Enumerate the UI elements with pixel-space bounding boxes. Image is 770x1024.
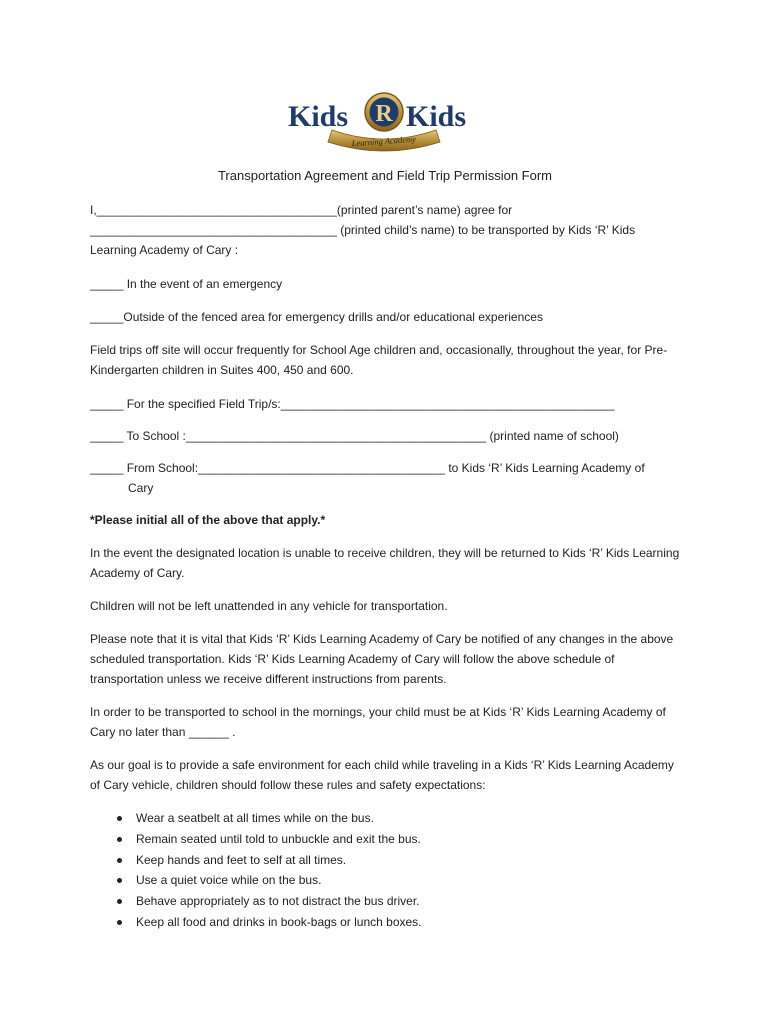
option-to-school: _____ To School :_____________________________________________ (printed name of school) — [90, 429, 619, 443]
option-from-school — [90, 458, 680, 498]
field-trips-paragraph: Field trips off site will occur frequently for School Age children and, occasionally, throughout the year, for Pre-Kindergarten children in Suites 400, 450 and 600. — [90, 343, 668, 377]
unable-to-receive-paragraph: In the event the designated location is unable to receive children, they will be returned to Kids ‘R’ Kids Learning Academy of Cary. — [90, 546, 680, 580]
rule-text: Wear a seatbelt at all times while on the bus. — [136, 811, 374, 825]
rules-list — [90, 808, 650, 933]
rule-text: Remain seated until told to unbuckle and exit the bus. — [136, 831, 421, 846]
logo-left-word: Kids — [288, 100, 349, 133]
logo-ribbon-text: Learning Academy — [351, 133, 417, 149]
unattended-paragraph: Children will not be left unattended in any vehicle for transportation. — [90, 599, 448, 613]
list-item — [90, 891, 650, 912]
form-title: Transportation Agreement and Field Trip Permission Form — [217, 168, 553, 183]
notify-changes-paragraph: Please note that it is vital that Kids ‘R’ Kids Learning Academy of Cary be notified of any changes in the above scheduled transportation. Kids ‘R’ Kids Learning Academy of Cary will follow the above schedule of transportation unless we receive different instructions from parents. — [90, 632, 674, 686]
rule-text: Keep all food and drinks in book-bags or lunch boxes. — [136, 914, 422, 929]
logo-badge-letter: R — [375, 101, 393, 127]
rule-text: Behave appropriately as to not distract the bus driver. — [136, 894, 420, 909]
rule-text: Keep hands and feet to self at all times. — [136, 852, 347, 867]
goal-paragraph: As our goal is to provide a safe environment for each child while traveling in a Kids ‘R’ Kids Learning Academy of Cary vehicle, children should follow these rules and safety expectations: — [90, 758, 674, 792]
list-item — [90, 870, 650, 891]
from-school-line-1: _____ From School:_____________________________________ to Kids ‘R’ Kids Learning Academy of — [90, 461, 645, 475]
option-emergency: _____ In the event of an emergency — [90, 277, 283, 291]
option-specified-field-trip: _____ For the specified Field Trip/s:__________________________________________________ — [90, 397, 615, 411]
list-item — [90, 912, 650, 933]
intro-line-2: _____________________________________ (printed child’s name) to be transported by Kids ‘R’ Kids — [90, 223, 636, 237]
list-item — [90, 808, 650, 829]
list-item — [90, 850, 650, 871]
intro-line-3: Learning Academy of Cary : — [90, 243, 239, 257]
initial-note: *Please initial all of the above that apply.* — [90, 513, 326, 527]
mornings-paragraph: In order to be transported to school in the mornings, your child must be at Kids ‘R’ Kids Learning Academy of Cary no later than ______ . — [90, 705, 666, 739]
list-item — [90, 829, 650, 850]
intro-line-1: I,____________________________________(printed parent’s name) agree for — [90, 203, 513, 217]
intro-paragraph — [90, 200, 680, 260]
option-fenced-area: _____Outside of the fenced area for emergency drills and/or educational experiences — [90, 310, 543, 324]
rule-text: Use a quiet voice while on the bus. — [136, 873, 322, 888]
logo-right-word: Kids — [406, 100, 467, 133]
from-school-line-2: Cary — [128, 481, 154, 495]
kids-r-kids-logo — [284, 90, 484, 154]
